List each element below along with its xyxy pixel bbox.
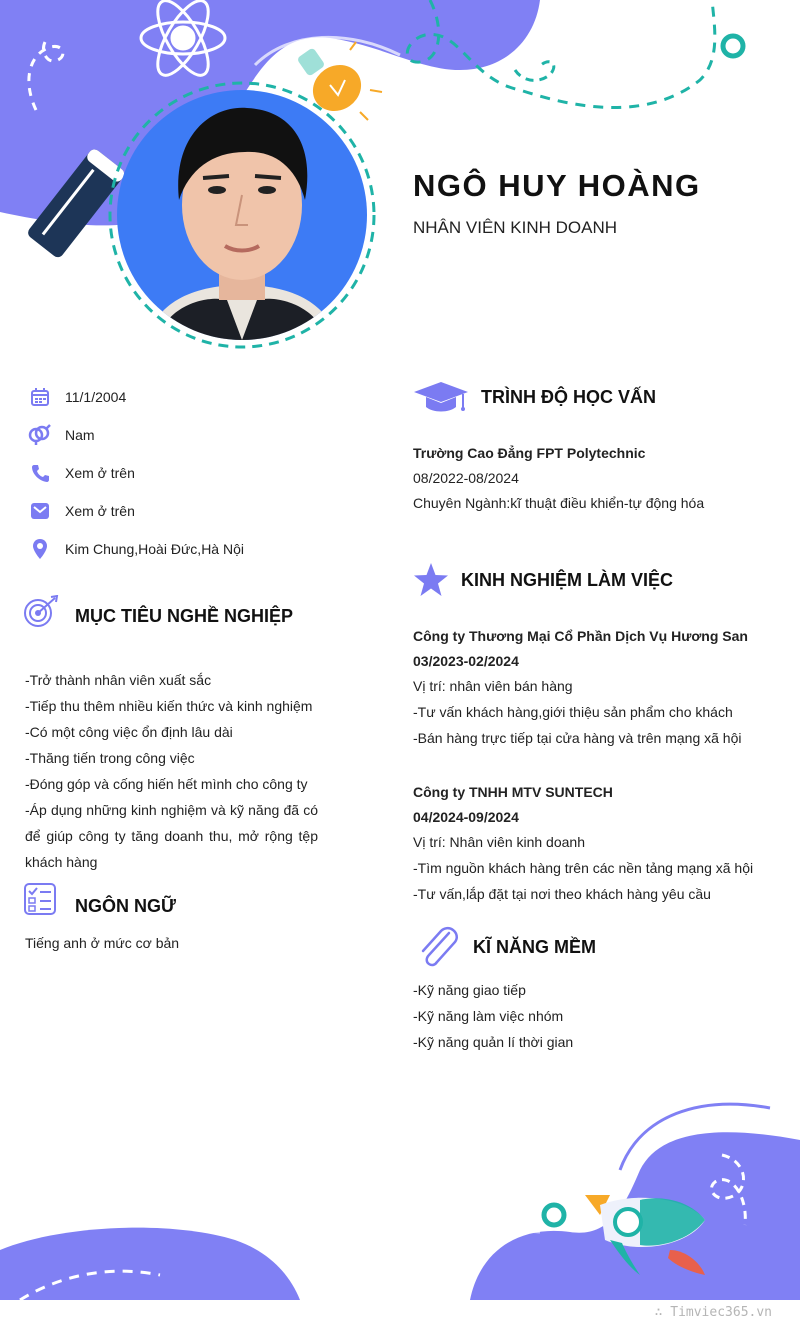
- soft-skills-list: [413, 977, 573, 1055]
- education-major: Chuyên Ngành:kĩ thuật điều khiển-tự động hóa: [413, 495, 705, 511]
- lightbulb-icon: [296, 42, 382, 120]
- languages-text: [25, 930, 179, 956]
- candidate-job-title: NHÂN VIÊN KINH DOANH: [413, 218, 618, 237]
- contact-text: Xem ở trên: [65, 465, 135, 481]
- contact-email: [28, 499, 135, 523]
- list-item: -Tiếp thu thêm nhiều kiến thức và kinh nghiệm: [25, 698, 313, 714]
- job-line: -Tư vấn khách hàng,giới thiệu sản phẩm cho khách: [413, 704, 733, 720]
- list-item: -Đóng góp và cống hiến hết mình cho công ty: [25, 776, 308, 792]
- candidate-name: NGÔ HUY HOÀNG: [413, 168, 701, 203]
- paperclip-icon: [415, 925, 459, 974]
- list-item: -Kỹ năng làm việc nhóm: [413, 1008, 564, 1024]
- experience-title: KINH NGHIỆM LÀM VIỆC: [461, 570, 674, 590]
- contact-gender: [28, 423, 95, 447]
- contact-text: Nam: [65, 427, 95, 443]
- objective-title: MỤC TIÊU NGHỀ NGHIỆP: [75, 606, 294, 626]
- contact-address: [28, 537, 244, 561]
- contact-birthdate: [28, 385, 126, 409]
- school-name: Trường Cao Đẳng FPT Polytechnic: [413, 445, 646, 461]
- job-period: 04/2024-09/2024: [413, 809, 519, 825]
- calendar-icon: [28, 385, 52, 409]
- job-line: -Bán hàng trực tiếp tại cửa hàng và trên mạng xã hội: [413, 730, 742, 746]
- target-icon: [22, 595, 60, 634]
- list-item: -Áp dụng những kinh nghiệm và kỹ năng đã có để giúp công ty tăng doanh thu, mở rộng tệp khách hàng: [25, 802, 318, 870]
- languages-title: NGÔN NGỮ: [75, 896, 176, 916]
- watermark-icon: ∴: [654, 1305, 671, 1320]
- contact-text: 11/1/2004: [65, 389, 127, 405]
- job-line: Vị trí: Nhân viên kinh doanh: [413, 834, 585, 850]
- list-item: -Trở thành nhân viên xuất sắc: [25, 672, 212, 688]
- language-item: Tiếng anh ở mức cơ bản: [25, 935, 180, 951]
- contact-text: Kim Chung,Hoài Đức,Hà Nội: [65, 541, 244, 557]
- contact-phone: [28, 461, 135, 485]
- job-line: -Tìm nguồn khách hàng trên các nền tảng mạng xã hội: [413, 860, 754, 876]
- objective-list: [25, 667, 318, 875]
- education-details: [413, 441, 704, 516]
- star-icon: [413, 563, 449, 602]
- gender-icon: [28, 423, 52, 447]
- job-period: 03/2023-02/2024: [413, 653, 519, 669]
- company-name: Công ty Thương Mại Cổ Phần Dịch Vụ Hương San: [413, 628, 748, 644]
- list-item: -Có một công việc ổn định lâu dài: [25, 724, 233, 740]
- education-period: 08/2022-08/2024: [413, 470, 519, 486]
- company-name: Công ty TNHH MTV SUNTECH: [413, 784, 613, 800]
- phone-icon: [28, 461, 52, 485]
- watermark-text: Timviec365.vn: [670, 1305, 772, 1320]
- checklist-icon: [24, 883, 56, 920]
- list-item: -Thăng tiến trong công việc: [25, 750, 195, 766]
- location-icon: [28, 537, 52, 561]
- experience-job-1: [413, 624, 748, 751]
- list-item: -Kỹ năng giao tiếp: [413, 982, 526, 998]
- graduation-cap-icon: [413, 380, 469, 419]
- email-icon: [28, 499, 52, 523]
- job-line: -Tư vấn,lắp đặt tại nơi theo khách hàng yêu cầu: [413, 886, 711, 902]
- contact-text: Xem ở trên: [65, 503, 135, 519]
- watermark: [655, 1305, 772, 1320]
- soft-skills-title: KĨ NĂNG MỀM: [473, 937, 596, 957]
- list-item: -Kỹ năng quản lí thời gian: [413, 1034, 574, 1050]
- job-line: Vị trí: nhân viên bán hàng: [413, 678, 573, 694]
- experience-job-2: [413, 780, 753, 907]
- profile-photo: [117, 90, 367, 340]
- education-title: TRÌNH ĐỘ HỌC VẤN: [481, 387, 656, 407]
